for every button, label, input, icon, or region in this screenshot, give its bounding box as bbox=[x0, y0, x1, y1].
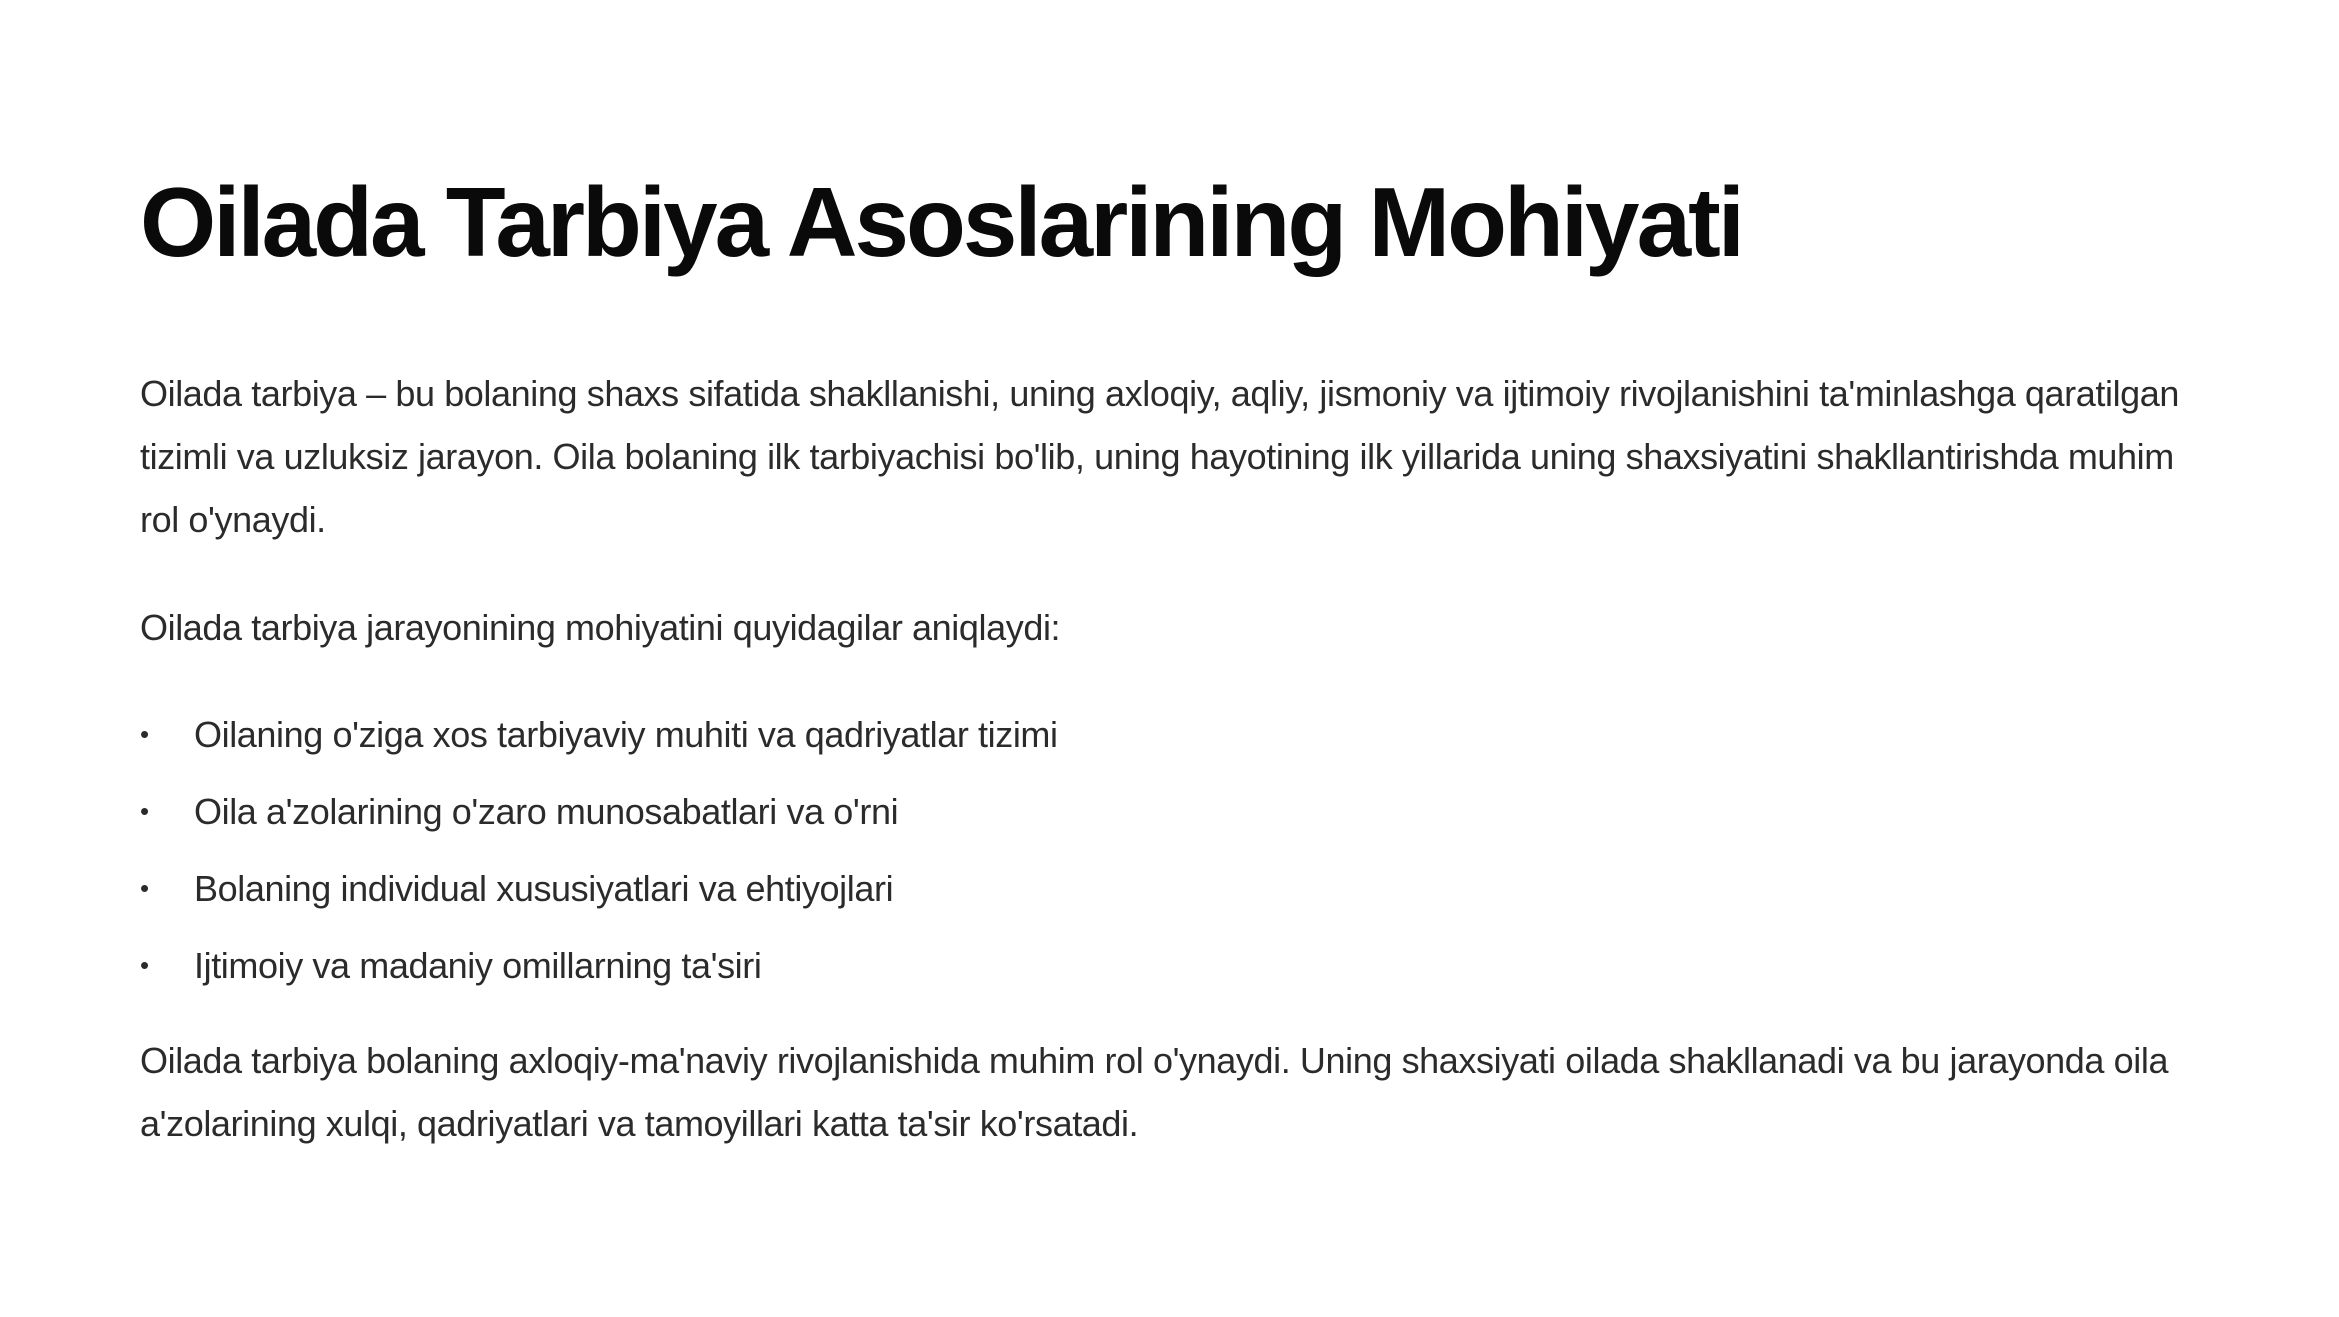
bullet-item bbox=[140, 934, 2199, 997]
intro-paragraph: Oilada tarbiya – bu bolaning shaxs sifatida shakllanishi, uning axloqiy, aqliy, jismoniy va ijtimoiy rivojlanishini ta'minlashga qaratilgan tizimli va uzluksiz jarayon. Oila bolaning ilk tarbiyachisi bo'lib, uning hayotining ilk yillarida uning shaxsiyatini shakllantirishda muhim rol o'ynaydi. bbox=[140, 373, 2180, 540]
bullet-icon: • bbox=[140, 719, 149, 749]
bullet-item bbox=[140, 857, 2199, 920]
conclusion-paragraph: Oilada tarbiya bolaning axloqiy-ma'naviy rivojlanishida muhim rol o'ynaydi. Uning shaxsiyati oilada shakllanadi va bu jarayonda oila a'zolarining xulqi, qadriyatlari va tamoyillari katta ta'sir ko'rsatadi. bbox=[140, 1040, 2169, 1144]
bullet-text: Oila a'zolarining o'zaro munosabatlari va o'rni bbox=[194, 791, 899, 832]
bullet-list bbox=[140, 703, 2199, 997]
bullet-text: Ijtimoiy va madaniy omillarning ta'siri bbox=[194, 945, 762, 986]
bullet-text: Oilaning o'ziga xos tarbiyaviy muhiti va qadriyatlar tizimi bbox=[194, 714, 1058, 755]
bullet-item bbox=[140, 780, 2199, 843]
bullet-icon: • bbox=[140, 796, 149, 826]
lead-in-paragraph: Oilada tarbiya jarayonining mohiyatini quyidagilar aniqlaydi: bbox=[140, 607, 1061, 648]
slide-title: Oilada Tarbiya Asoslarining Mohiyati bbox=[140, 167, 1742, 277]
bullet-icon: • bbox=[140, 950, 149, 980]
bullet-icon: • bbox=[140, 873, 149, 903]
bullet-item bbox=[140, 703, 2199, 766]
bullet-text: Bolaning individual xususiyatlari va ehtiyojlari bbox=[194, 868, 894, 909]
